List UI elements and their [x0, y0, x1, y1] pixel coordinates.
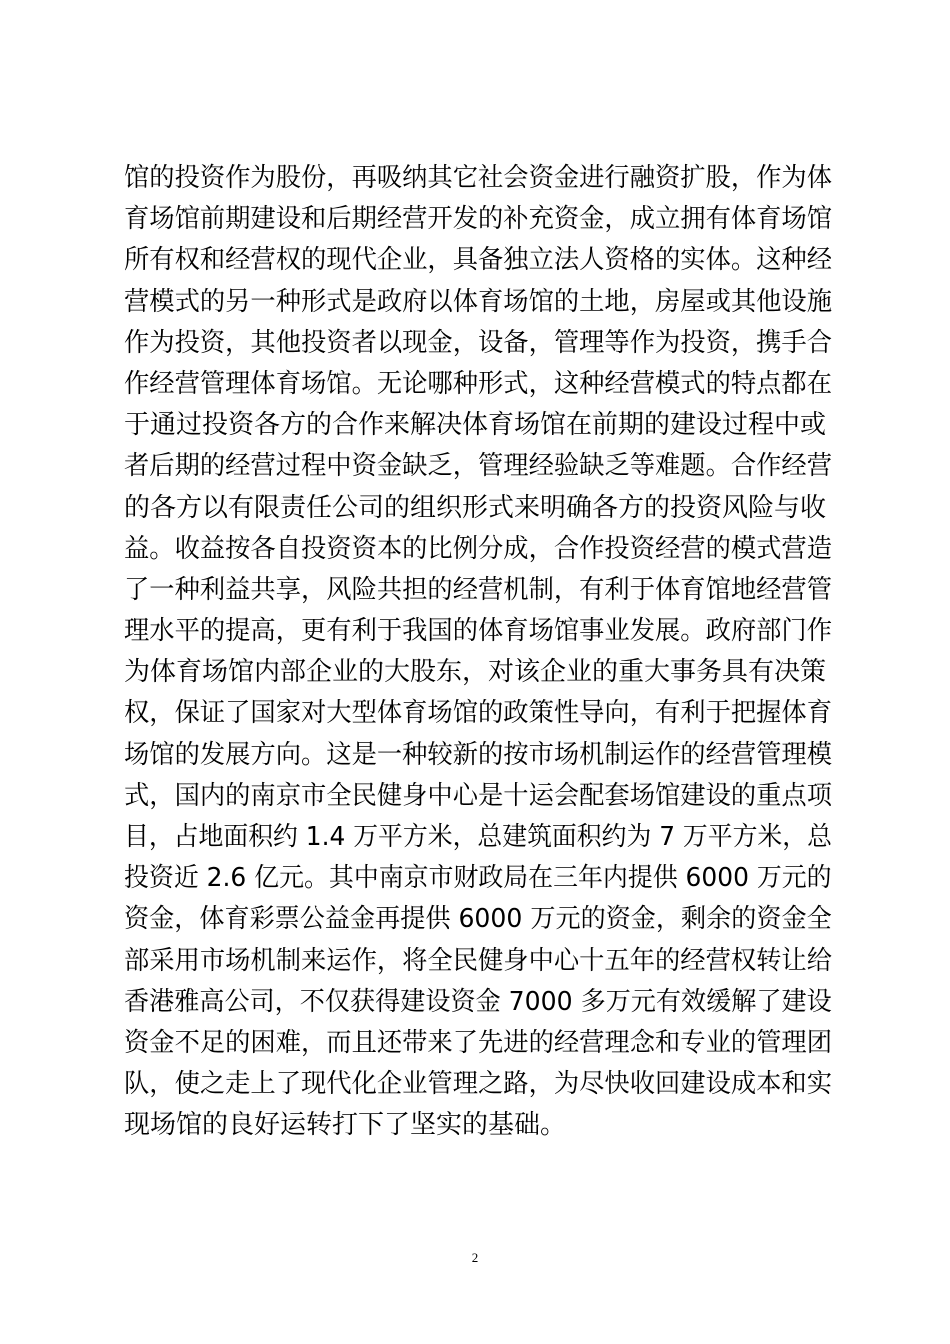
text-line: 场馆的发展方向。这是一种较新的按市场机制运作的经营管理模: [124, 739, 833, 770]
text-line: 的各方以有限责任公司的组织形式来明确各方的投资风险与收: [124, 492, 827, 523]
text-line: 为体育场馆内部企业的大股东，对该企业的重大事务具有决策: [124, 657, 827, 688]
text-line: 香港雅高公司，不仅获得建设资金 7000 多万元有效缓解了建设: [124, 986, 832, 1017]
text-line: 作为投资，其他投资者以现金，设备，管理等作为投资，携手合: [124, 327, 833, 358]
text-line: 于通过投资各方的合作来解决体育场馆在前期的建设过程中或: [124, 410, 827, 441]
text-line: 权，保证了国家对大型体育场馆的政策性导向，有利于把握体育: [124, 698, 833, 729]
text-line: 理水平的提高，更有利于我国的体育场馆事业发展。政府部门作: [124, 616, 833, 647]
text-line: 部采用市场机制来运作，将全民健身中心十五年的经营权转让给: [124, 945, 833, 976]
text-line: 营模式的另一种形式是政府以体育场馆的土地，房屋或其他设施: [124, 286, 833, 317]
text-line: 投资近 2.6 亿元。其中南京市财政局在三年内提供 6000 万元的: [124, 863, 832, 894]
text-line: 现场馆的良好运转打下了坚实的基础。: [124, 1110, 567, 1141]
text-line: 作经营管理体育场馆。无论哪种形式，这种经营模式的特点都在: [124, 368, 833, 399]
body-paragraph: [124, 158, 832, 1147]
text-line: 育场馆前期建设和后期经营开发的补充资金，成立拥有体育场馆: [124, 204, 833, 235]
text-line: 资金不足的困难，而且还带来了先进的经营理念和专业的管理团: [124, 1027, 833, 1058]
text-line: 者后期的经营过程中资金缺乏，管理经验缺乏等难题。合作经营: [124, 451, 833, 482]
text-line: 馆的投资作为股份，再吸纳其它社会资金进行融资扩股，作为体: [124, 163, 833, 193]
text-line: 目，占地面积约 1.4 万平方米，总建筑面积约为 7 万平方米，总: [124, 822, 832, 852]
page-number: 2: [471, 1250, 479, 1265]
text-line: 所有权和经营权的现代企业，具备独立法人资格的实体。这种经: [124, 245, 833, 276]
text-line: 资金，体育彩票公益金再提供 6000 万元的资金，剩余的资金全: [124, 904, 832, 935]
text-line: 益。收益按各自投资资本的比例分成，合作投资经营的模式营造: [124, 533, 833, 564]
text-line: 队，使之走上了现代化企业管理之路，为尽快收回建设成本和实: [124, 1069, 833, 1100]
text-line: 了一种利益共享，风险共担的经营机制，有利于体育馆地经营管: [124, 574, 833, 605]
text-line: 式，国内的南京市全民健身中心是十运会配套场馆建设的重点项: [124, 780, 833, 811]
